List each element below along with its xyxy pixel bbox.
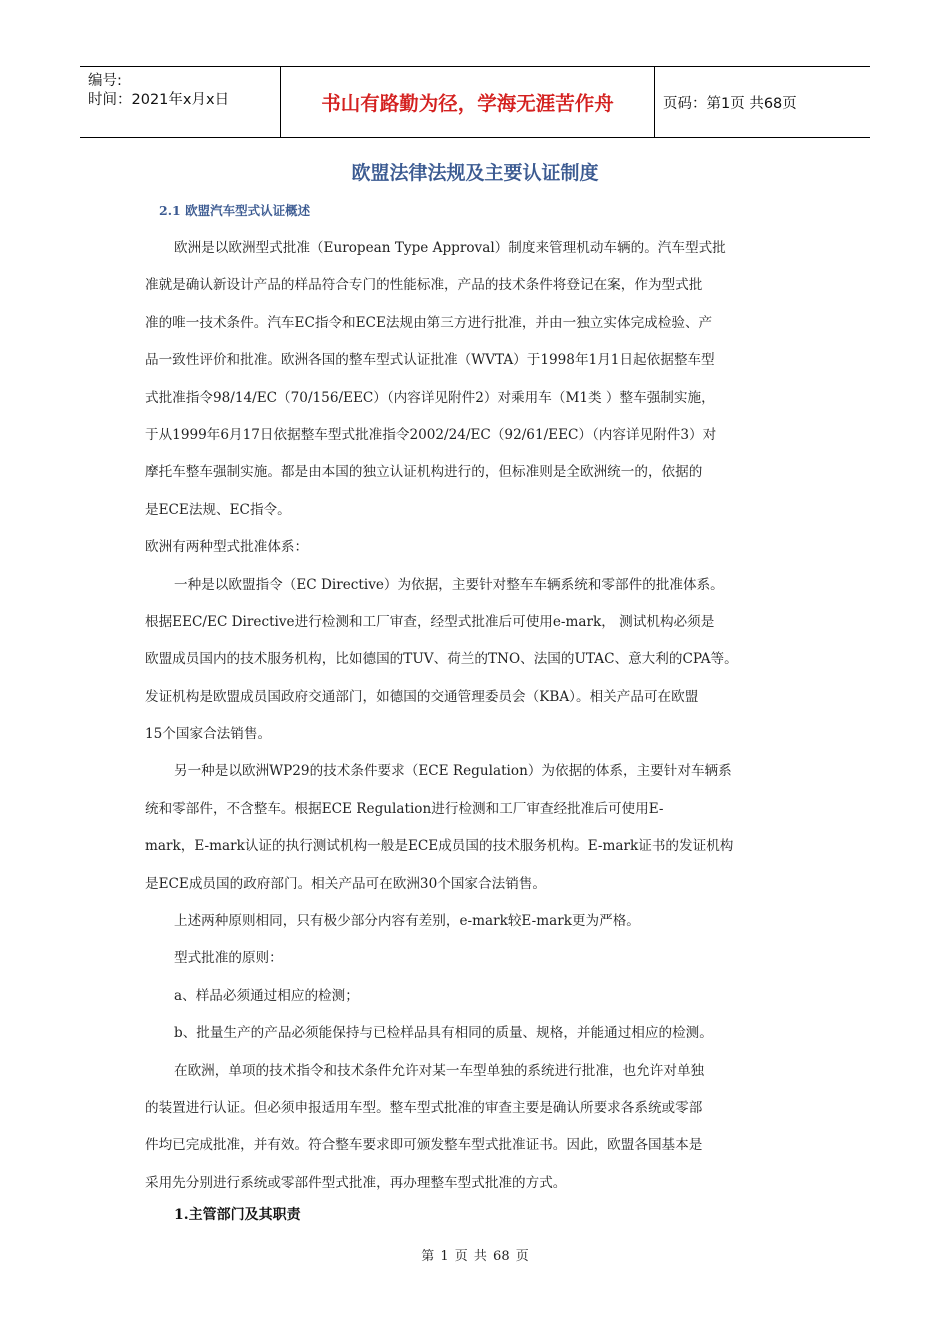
text-line: 一种是以欧盟指令（EC Directive）为依据，主要针对整车车辆系统和零部件的批准体系。 [174, 576, 724, 593]
text-line: 欧洲有两种型式批准体系： [145, 539, 309, 556]
header-number-label: 编号: [88, 73, 122, 89]
text-line: 在欧洲，单项的技术指令和技术条件允许对某一车型单独的系统进行批准，也允许对单独 [174, 1062, 705, 1079]
text-line: 采用先分别进行系统或零部件型式批准，再办理整车型式批准的方式。 [145, 1174, 567, 1191]
text-line: b、批量生产的产品必须能保持与已检样品具有相同的质量、规格，并能通过相应的检测。 [174, 1025, 713, 1042]
text-line: 准就是确认新设计产品的样品符合专门的性能标准，产品的技术条件将登记在案，作为型式批 [145, 277, 703, 294]
text-line: 欧盟成员国内的技术服务机构，比如德国的TUV、荷兰的TNO、法国的UTAC、意大利的CPA等。 [145, 651, 738, 668]
text-line: 摩托车整车强制实施。都是由本国的独立认证机构进行的，但标准则是全欧洲统一的，依据的 [145, 464, 703, 481]
document-body [145, 230, 815, 1202]
text-line: mark，E-mark认证的执行测试机构一般是ECE成员国的技术服务机构。E-mark证书的发证机构 [145, 838, 734, 855]
page-header [80, 66, 870, 138]
text-line: 统和零部件，不含整车。根据ECE Regulation进行检测和工厂审查经批准后可使用E- [145, 800, 664, 817]
text-line: 准的唯一技术条件。汽车EC指令和ECE法规由第三方进行批准，并由一独立实体完成检验、产 [145, 314, 713, 331]
header-time-label: 时间：2021年x月x日 [88, 92, 230, 108]
text-line: a、样品必须通过相应的检测； [174, 987, 359, 1004]
text-line: 件均已完成批准，并有效。符合整车要求即可颁发整车型式批准证书。因此，欧盟各国基本是 [145, 1137, 703, 1154]
text-line: 欧洲是以欧洲型式批准（European Type Approval）制度来管理机动车辆的。汽车型式批 [174, 240, 726, 256]
text-line: 是ECE法规、EC指令。 [145, 501, 291, 518]
page-footer: 第 1 页 共 68 页 [421, 1249, 529, 1264]
text-line: 品一致性评价和批准。欧洲各国的整车型式认证批准（WVTA）于1998年1月1日起依据整车型 [145, 352, 715, 369]
document-title: 欧盟法律法规及主要认证制度 [351, 162, 599, 184]
text-line: 发证机构是欧盟成员国政府交通部门，如德国的交通管理委员会（KBA）。相关产品可在欧盟 [145, 688, 699, 705]
text-line: 型式批准的原则： [174, 950, 283, 967]
header-motto: 书山有路勤为径，学海无涯苦作舟 [281, 67, 655, 137]
text-line: 式批准指令98/14/EC（70/156/EEC）（内容详见附件2）对乘用车（M1类 ）整车强制实施， [145, 389, 715, 406]
text-line: 于从1999年6月17日依据整车型式批准指令2002/24/EC（92/61/EEC）（内容详见附件3）对 [145, 426, 717, 443]
section-heading: 2.1 欧盟汽车型式认证概述 [159, 203, 311, 218]
subsection-heading: 1.主管部门及其职责 [174, 1207, 301, 1223]
text-line: 的装置进行认证。但必须申报适用车型。整车型式批准的审查主要是确认所要求各系统或零部 [145, 1099, 703, 1116]
text-line: 根据EEC/EC Directive进行检测和工厂审查，经型式批准后可使用e-mark， 测试机构必须是 [145, 613, 715, 630]
text-line: 是ECE成员国的政府部门。相关产品可在欧洲30个国家合法销售。 [145, 875, 546, 892]
text-line: 另一种是以欧洲WP29的技术条件要求（ECE Regulation）为依据的体系，主要针对车辆系 [174, 763, 732, 780]
header-page-info: 页码：第1页 共68页 [663, 95, 797, 112]
text-line: 上述两种原则相同，只有极少部分内容有差别，e-mark较E-mark更为严格。 [174, 913, 640, 930]
text-line: 15个国家合法销售。 [145, 726, 272, 743]
header-meta [80, 67, 281, 137]
